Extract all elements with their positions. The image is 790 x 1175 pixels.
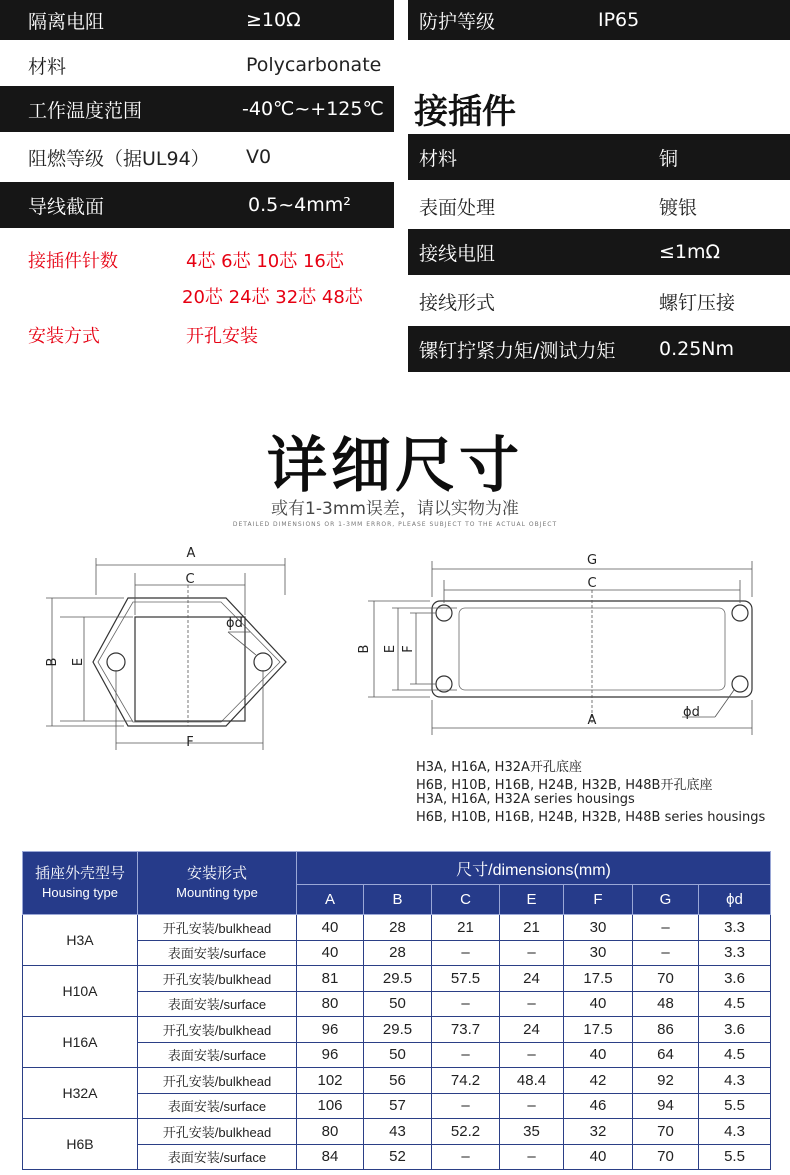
drawing-type-a (38, 545, 308, 755)
dimension-cell: – (432, 1093, 500, 1119)
spec-value: 0.25Nm (659, 338, 735, 360)
column-header: A (297, 885, 364, 915)
dimension-cell: – (500, 1042, 564, 1068)
dimension-cell: 52 (364, 1144, 432, 1170)
spec-value: IP65 (598, 9, 640, 31)
pin-count-line1: 4芯 6芯 10芯 16芯 (186, 251, 344, 272)
connector-title: 接插件 (414, 92, 516, 132)
header-mounting-type-cn: 安装形式 (186, 865, 247, 882)
dimension-cell: 48.4 (500, 1068, 564, 1094)
connector-row-surface (408, 184, 790, 228)
dimension-cell: 57 (364, 1093, 432, 1119)
spec-row-wire-section (0, 182, 394, 228)
header-mounting-type (138, 852, 297, 915)
dim-label-phid2: ϕd (683, 705, 700, 720)
spec-value: -40℃~+125℃ (242, 98, 384, 120)
spec-label: 防护等级 (419, 10, 496, 33)
dimension-cell: – (500, 991, 564, 1017)
dimension-cell: 70 (633, 966, 699, 992)
spec-label: 镙钉拧紧力矩/测试力矩 (419, 339, 616, 362)
spec-label: 隔离电阻 (28, 10, 105, 33)
connector-row-wiring (408, 278, 790, 324)
spec-value: 螺钉压接 (659, 291, 736, 314)
dimensions-title: 详细尺寸 (267, 431, 523, 501)
dimension-cell: 32 (564, 1119, 633, 1145)
spec-label: 导线截面 (28, 195, 105, 218)
dimension-cell: 4.3 (699, 1068, 771, 1094)
dimension-cell: 3.6 (699, 1017, 771, 1043)
dimension-cell: – (500, 1093, 564, 1119)
dim-label-f2: F (401, 645, 416, 653)
spec-row-flammability (0, 136, 394, 178)
connector-row-torque (408, 326, 790, 372)
column-header: ϕd (699, 885, 771, 915)
dim-label-a: A (186, 546, 196, 561)
column-header: B (364, 885, 432, 915)
dimensions-subtitle-en: DETAILED DIMENSIONS OR 1-3MM ERROR, PLEASE SUBJECT TO THE ACTUAL OBJECT (232, 521, 558, 528)
mounting-type-cell: 开孔安装/bulkhead (138, 1119, 297, 1145)
dimension-cell: 5.5 (699, 1093, 771, 1119)
dimension-cell: – (633, 940, 699, 966)
drawing-type-b (350, 545, 770, 740)
spec-value: 0.5~4mm² (248, 194, 351, 216)
table-row (23, 1017, 771, 1043)
mounting-label: 安装方式 (28, 326, 100, 347)
dimension-cell: – (432, 1042, 500, 1068)
connector-row-resistance (408, 229, 790, 275)
dimension-cell: 3.3 (699, 940, 771, 966)
spec-value: 镀银 (659, 196, 698, 219)
dim-label-a2: A (587, 713, 597, 728)
dimension-cell: 52.2 (432, 1119, 500, 1145)
table-row (23, 1119, 771, 1145)
dimension-cell: 40 (297, 915, 364, 941)
dimension-cell: 106 (297, 1093, 364, 1119)
housing-type-cell: H3A (23, 915, 138, 966)
dimension-cell: 24 (500, 1017, 564, 1043)
dimension-cell: – (432, 940, 500, 966)
dimension-cell: 50 (364, 1042, 432, 1068)
drawing-desc-3: H3A, H16A, H32A series housings (416, 792, 635, 807)
dimension-cell: 40 (297, 940, 364, 966)
table-row (23, 966, 771, 992)
dimension-cell: 42 (564, 1068, 633, 1094)
dimension-cell: 48 (633, 991, 699, 1017)
dimension-cell: 21 (500, 915, 564, 941)
dim-label-f: F (186, 735, 194, 750)
dimension-cell: 30 (564, 915, 633, 941)
mounting-type-cell: 表面安装/surface (138, 1144, 297, 1170)
dimension-cell: 4.3 (699, 1119, 771, 1145)
housing-type-cell: H32A (23, 1068, 138, 1119)
spec-label: 材料 (419, 147, 458, 170)
spec-label: 表面处理 (419, 196, 496, 219)
spec-row-temperature (0, 86, 394, 132)
housing-type-cell: H6B (23, 1119, 138, 1170)
dimension-cell: 74.2 (432, 1068, 500, 1094)
dimension-cell: 92 (633, 1068, 699, 1094)
dimension-cell: 57.5 (432, 966, 500, 992)
spec-row-material (0, 44, 394, 86)
dimension-cell: 30 (564, 940, 633, 966)
dimension-cell: 70 (633, 1119, 699, 1145)
dimension-cell: 40 (564, 991, 633, 1017)
mounting-type-cell: 开孔安装/bulkhead (138, 1068, 297, 1094)
dim-label-e: E (71, 657, 86, 667)
dimension-cell: 17.5 (564, 966, 633, 992)
header-housing-type-cn: 插座外壳型号 (34, 865, 125, 882)
dimension-cell: 96 (297, 1042, 364, 1068)
dimension-cell: 43 (364, 1119, 432, 1145)
dim-label-phid: ϕd (226, 616, 243, 631)
mounting-type-cell: 表面安装/surface (138, 1093, 297, 1119)
dim-label-g: G (586, 553, 598, 568)
dimension-cell: 80 (297, 1119, 364, 1145)
column-header: F (564, 885, 633, 915)
header-dimensions: 尺寸/dimensions(mm) (297, 852, 771, 885)
housing-type-cell: H16A (23, 1017, 138, 1068)
header-mounting-type-en: Mounting type (176, 885, 258, 900)
mounting-type-cell: 开孔安装/bulkhead (138, 915, 297, 941)
dimension-cell: 50 (364, 991, 432, 1017)
dim-label-c2: C (587, 576, 597, 591)
mounting-type-cell: 表面安装/surface (138, 1042, 297, 1068)
dimension-cell: 73.7 (432, 1017, 500, 1043)
dimensions-table (22, 851, 771, 1170)
dimension-cell: 3.6 (699, 966, 771, 992)
spec-label: 材料 (28, 55, 67, 78)
mounting-type-cell: 表面安装/surface (138, 940, 297, 966)
dim-label-b: B (45, 657, 60, 667)
spec-value: Polycarbonate (246, 54, 382, 76)
dimension-cell: – (432, 991, 500, 1017)
dimension-cell: 21 (432, 915, 500, 941)
dimension-cell: 102 (297, 1068, 364, 1094)
column-header: E (500, 885, 564, 915)
dimension-cell: 4.5 (699, 991, 771, 1017)
mounting-type-cell: 表面安装/surface (138, 991, 297, 1017)
dimensions-subtitle: 或有1-3mm误差，请以实物为准 (271, 499, 519, 519)
dim-label-b2: B (357, 644, 372, 654)
drawing-desc-2: H6B, H10B, H16B, H24B, H32B, H48B开孔底座 (416, 778, 713, 793)
dimension-cell: 46 (564, 1093, 633, 1119)
dim-label-e2: E (383, 644, 398, 654)
dimension-cell: 80 (297, 991, 364, 1017)
dimension-cell: 40 (564, 1042, 633, 1068)
dimension-cell: 81 (297, 966, 364, 992)
dimension-cell: – (500, 1144, 564, 1170)
table-row (23, 915, 771, 941)
spec-value: V0 (246, 146, 272, 168)
dimension-cell: 94 (633, 1093, 699, 1119)
pin-count-line2: 20芯 24芯 32芯 48芯 (182, 287, 363, 308)
spec-label: 接线形式 (419, 291, 496, 314)
dimension-cell: 29.5 (364, 1017, 432, 1043)
dimension-cell: 35 (500, 1119, 564, 1145)
mounting-type-cell: 开孔安装/bulkhead (138, 1017, 297, 1043)
spec-value: ≥10Ω (246, 9, 301, 31)
drawing-desc-4: H6B, H10B, H16B, H24B, H32B, H48B series housings (416, 810, 766, 825)
spec-value: ≤1mΩ (659, 241, 721, 263)
table-row (23, 1068, 771, 1094)
spec-value: 铜 (659, 147, 679, 170)
dimension-cell: 3.3 (699, 915, 771, 941)
mounting-value: 开孔安装 (186, 326, 258, 347)
header-housing-type-en: Housing type (42, 885, 118, 900)
mounting-type-cell: 开孔安装/bulkhead (138, 966, 297, 992)
dimension-cell: 4.5 (699, 1042, 771, 1068)
dimension-cell: – (633, 915, 699, 941)
dimension-cell: 56 (364, 1068, 432, 1094)
dimension-cell: 17.5 (564, 1017, 633, 1043)
spec-label: 阻燃等级（据UL94） (28, 147, 210, 170)
dim-label-c: C (185, 572, 195, 587)
drawing-desc-1: H3A, H16A, H32A开孔底座 (416, 760, 582, 775)
dimension-cell: 5.5 (699, 1144, 771, 1170)
dimension-cell: 28 (364, 915, 432, 941)
column-header: G (633, 885, 699, 915)
connector-row-material (408, 134, 790, 180)
housing-type-cell: H10A (23, 966, 138, 1017)
dimension-cell: 64 (633, 1042, 699, 1068)
spec-row-protection (408, 0, 790, 40)
dimension-cell: – (500, 940, 564, 966)
dimension-cell: 84 (297, 1144, 364, 1170)
spec-label: 接线电阻 (419, 242, 496, 265)
dimension-cell: 40 (564, 1144, 633, 1170)
spec-label: 工作温度范围 (28, 99, 143, 122)
dimension-cell: – (432, 1144, 500, 1170)
dimension-cell: 29.5 (364, 966, 432, 992)
header-housing-type (23, 852, 138, 915)
dimension-cell: 70 (633, 1144, 699, 1170)
column-header: C (432, 885, 500, 915)
dimension-cell: 28 (364, 940, 432, 966)
dimension-cell: 24 (500, 966, 564, 992)
dimension-cell: 86 (633, 1017, 699, 1043)
spec-row-isolation (0, 0, 394, 40)
pin-count-label: 接插件针数 (28, 251, 118, 272)
dimension-cell: 96 (297, 1017, 364, 1043)
